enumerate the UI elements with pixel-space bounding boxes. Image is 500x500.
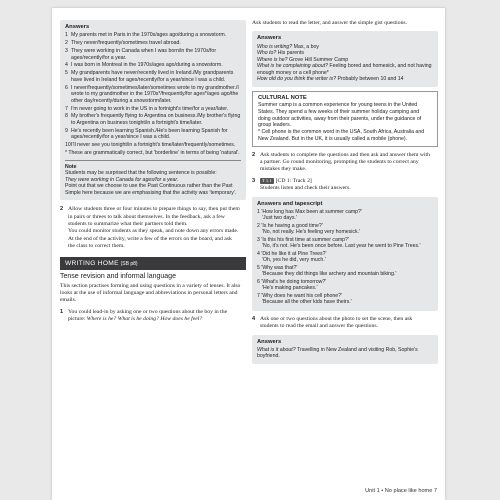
tapescript-item (257, 265, 433, 278)
gist-question: What is he complaining about? (257, 63, 328, 70)
exercise-text: Ask students to complete the questions and then ask and answer them with a partner. Go round monitoring, prompting the students to correct any mistakes they make. (260, 151, 430, 173)
tapescript-question: 2 'Is he having a good time?' (257, 222, 323, 229)
audio-track-badge: T 1.1 (262, 177, 272, 183)
answer-number: 9 (65, 127, 68, 134)
exercise-1 (60, 309, 246, 324)
tapescript-question: 4 'Did he like it at Pine Trees?' (257, 250, 327, 257)
gist-answer: Feeling bored and homesick, and not having enough money or a cell phone* (257, 63, 432, 76)
gist-question: Where is he? (257, 56, 288, 63)
answer-text: He's recently been learning Spanish./He's been learning Spanish for ages/recently/for a year/since I was a child. (71, 127, 228, 141)
note-example: They were working in Canada for ages/for a year. (65, 176, 179, 183)
answer-item (65, 70, 241, 83)
tapescript-question: 1 'How long has Max been at summer camp?' (257, 208, 362, 215)
tapescript-question: 3 'Is this his first time at summer camp?' (257, 236, 349, 243)
cd-track-label: [CD 1: Track 2] (275, 177, 312, 184)
tapescript-answer: 'No, not really. He's feeling very homesick.' (262, 229, 361, 236)
answer-text: My grandparents have never/recently lived in Ireland./My grandparents have lived in Ireland for ages/recently/for a year/since I was a child. (71, 70, 234, 83)
exercise-number: 2 (60, 206, 64, 213)
answer-number: 1 (65, 32, 68, 39)
answer-item (65, 127, 241, 141)
tapescript-answer: 'Because all the other kids have theirs.' (262, 299, 352, 306)
answers-header: Answers (65, 24, 90, 30)
section-intro: This section practises forming and using questions in a variety of tenses. It also looks at the use of informal language and abbreviations in personal letters and emails. (60, 282, 241, 304)
answers-box (60, 20, 246, 200)
answers-list (65, 32, 241, 149)
right-column (252, 20, 438, 364)
tapescript-answer: 'He's making pancakes.' (262, 285, 318, 292)
cultural-note-text: Summer camp is a common experience for young teens in the United States. They spend a few weeks of their summer holiday camping and doing outdoor activities, away from their parents, under the guidance of group leaders. (258, 102, 422, 129)
answer-number: 2 (65, 40, 68, 47)
cultural-note-text-2: * Cell phone is the common word in the USA, South Africa, Australia and New Zealand. But in the UK, it is usually called a mobile (phone). (258, 129, 425, 142)
tapescript-answer: 'No, it's not. He's been once before. Last year he went to Pine Trees.' (262, 243, 421, 250)
cultural-note-box (252, 91, 438, 147)
answer-item (65, 62, 241, 69)
answer-text: They were working in Canada when I was born/in the 1970s/for ages/recently/for a year. (71, 48, 217, 61)
section-subheading: Tense revision and informal language (60, 272, 176, 280)
gist-answers-header: Answers (257, 35, 282, 42)
tapescript-answer: 'Because they did things like archery and mountain biking.' (262, 271, 397, 278)
tapescript-box (252, 197, 438, 311)
tapescript-answer: 'Oh, yes he did, very much.' (262, 257, 326, 264)
answer-item (65, 105, 241, 113)
tapescript-answer: 'Just two days.' (262, 215, 297, 222)
email-answers-box (252, 335, 438, 364)
tapescript-item (257, 293, 433, 306)
gist-intro: Ask students to read the letter, and answer the simple gist questions. (252, 20, 408, 26)
tapescript-question: 5 'Why was that?' (257, 264, 298, 271)
tapescript-item (257, 237, 433, 250)
answer-item (65, 32, 241, 39)
cultural-note-header: CULTURAL NOTE (258, 94, 307, 101)
answer-number: 5 (65, 70, 68, 77)
answer-number: 10 (65, 142, 71, 149)
gist-answers-list (257, 44, 433, 83)
gist-question: Who is writing? (257, 43, 293, 50)
answer-text: I never/frequently/sometimes/later/sometimes wrote to my grandmother./I wrote to my grandmother in the 1970s*/frequently/for ages*/ages ago/the other day/recently/during a snowstorm/later. (71, 84, 239, 104)
gist-question: How old do you think the writer is? (257, 76, 337, 83)
banner-page: (SB p8) (120, 260, 138, 267)
exercise-text-2: You could monitor students as they speak, and note down any errors made. At the end of the activity, write a few of the errors on the board, and ask the class to correct them. (68, 228, 239, 250)
answer-item (65, 40, 241, 47)
tapescript-item (257, 223, 433, 236)
exercise-number: 3 (252, 177, 256, 184)
exercise-text: Ask one or two questions about the photo to set the scene, then ask students to read the email and answer the questions. (260, 315, 413, 330)
tapescript-item (257, 209, 433, 222)
gist-question: Who to? (257, 50, 277, 57)
answer-item (65, 142, 241, 149)
note-text2: Point out that we choose to use the Past Continuous rather than the Past Simple here because we are emphasising that the activity was 'temporary'. (65, 183, 237, 196)
answer-text: I'm never going to work in the US in a fortnight's time/for a year/later. (71, 105, 229, 112)
gist-answer-item (257, 76, 433, 83)
exercise-number: 4 (252, 315, 256, 322)
answer-item (65, 113, 241, 126)
answer-number: 8 (65, 113, 68, 120)
answer-number: 7 (65, 105, 68, 112)
answer-text: They never/frequently/sometimes travel abroad. (71, 40, 181, 47)
exercise-2-right (252, 152, 438, 174)
exercise-text: Allow students three or four minutes to prepare things to say, then put them in pairs or threes to talk about themselves. In the feedback, ask a few students to summarize what their partners told them. (68, 206, 240, 227)
exercise-text: You could lead-in by asking one or two questions about the boy in the picture: (68, 308, 228, 323)
tapescript-list (257, 209, 433, 306)
gist-answer-item (257, 63, 433, 76)
answer-item (65, 84, 241, 105)
exercise-4 (252, 316, 438, 331)
exercise-text: Students listen and check their answers. (260, 185, 351, 192)
answer-number: 3 (65, 48, 68, 55)
answer-item (65, 48, 241, 61)
note-box (65, 160, 241, 197)
note-header: Note (65, 163, 77, 170)
answer-text: I was born in Montreal in the 1970s/ages ago/during a snowstorm. (71, 62, 223, 69)
tapescript-item (257, 279, 433, 292)
answer-text: My parents met in Paris in the 1970s/ages ago/during a snowstorm. (71, 32, 227, 39)
exercise-number: 1 (60, 308, 64, 315)
textbook-page (52, 8, 445, 500)
answer-number: 4 (65, 62, 68, 69)
email-answers-header: Answers (257, 338, 282, 345)
tapescript-question: 7 'Why does he want his cell phone?' (257, 292, 343, 299)
gist-answer: Probably between 10 and 14 (337, 76, 404, 83)
tapescript-item (257, 251, 433, 264)
left-column (60, 20, 246, 324)
page-footer: Unit 1 • No place like home 7 (365, 488, 437, 494)
answer-number: 6 (65, 84, 68, 91)
answers-footnote: * These are grammatically correct, but 'borderline' in terms of being 'natural'. (65, 150, 240, 157)
gist-answers-box (252, 31, 438, 86)
banner-title: WRITING HOME (65, 259, 119, 267)
answer-text: My brother's frequently flying to Argentina on business./My brother's flying to Argentina on business tonight/in a fortnight's time/later. (71, 113, 241, 126)
gist-answer: Grove Hill Summer Camp (289, 56, 349, 63)
tapescript-question: 6 'What's he doing tomorrow?' (257, 278, 327, 285)
note-text: Students may be surprised that the following sentence is possible: (65, 170, 217, 177)
email-answer-question: What is it about? (257, 346, 296, 353)
exercise-number: 2 (252, 151, 256, 158)
exercise-questions: Where is he? What is he doing? How does he feel? (86, 316, 203, 323)
answer-text: I'll never see you tonight/in a fortnight's time/later/frequently/sometimes. (71, 142, 236, 149)
gist-answer: His parents (277, 50, 305, 57)
gist-answer: Max, a boy (293, 43, 319, 50)
tapescript-header: Answers and tapescript (257, 200, 323, 207)
exercise-3 (252, 178, 438, 193)
section-banner (60, 257, 246, 270)
exercise-2 (60, 206, 246, 250)
email-answer-text: Travelling in New Zealand and visiting Rob, Sophie's boyfriend. (257, 346, 418, 360)
